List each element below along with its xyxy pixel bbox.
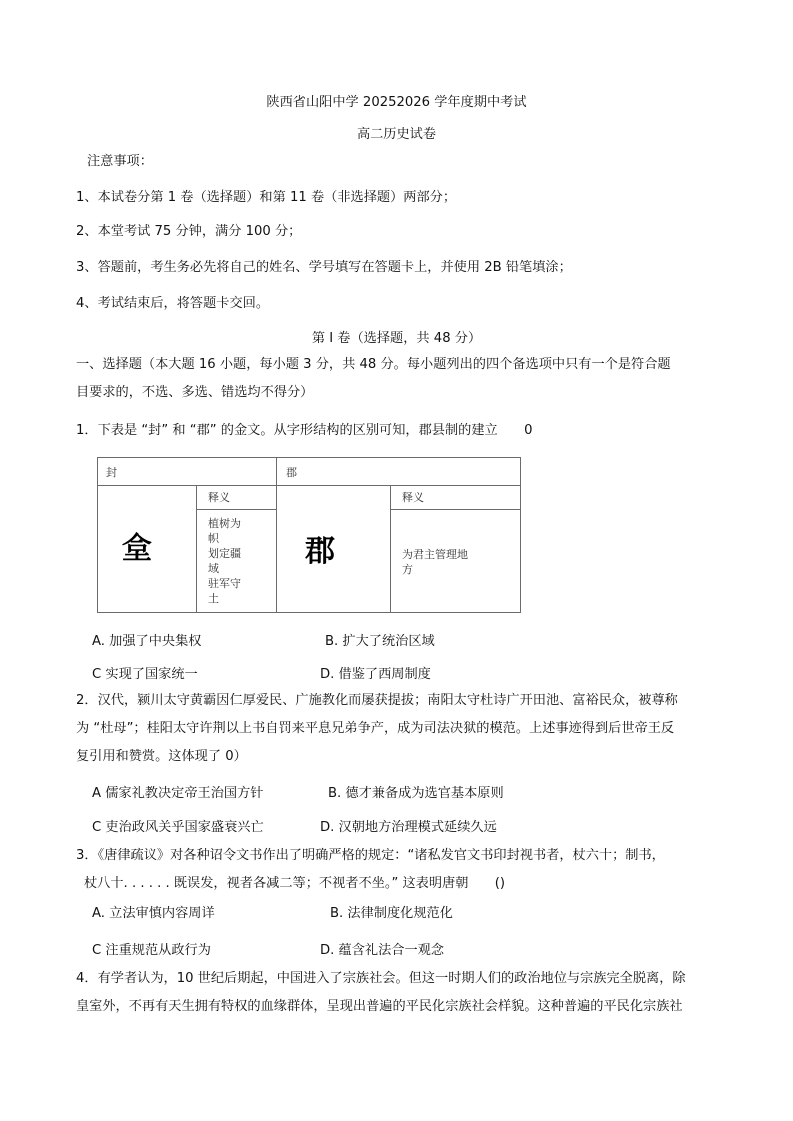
notice-item-1: 1、本试卷分第 1 卷（选择题）和第 11 卷（非选择题）两部分；: [76, 190, 457, 205]
feng-glyph-image: 𡋛: [122, 531, 153, 566]
q1-option-a: A. 加强了中央集权: [92, 634, 202, 649]
jun-glyph-image: 郡: [305, 534, 336, 569]
section-instructions-2: 目要求的，不选、多选、错选均不得分）: [76, 385, 314, 400]
q3-line-2: 杖八十. . . . . . 既误发，视者各减二等；不视者不坐。” 这表明唐朝 (): [84, 876, 506, 891]
q3-option-a: A. 立法审慎内容周详: [92, 906, 215, 921]
q2-option-c: C 吏治政风关乎国家盛衰兴亡: [92, 820, 264, 835]
q1-meaning-2-line-2: 方: [402, 563, 413, 576]
q1-option-c: C 实现了国家统一: [92, 667, 198, 682]
q1-table-meaning-header-1: 释义: [208, 491, 230, 504]
q1-meaning-1-line-6: 土: [208, 592, 219, 605]
q2-line-3: 复引用和赞赏。这体现了 0）: [76, 749, 247, 764]
q1-meaning-1-line-1: 植树为: [208, 517, 241, 530]
q1-table-meaning-header-2: 释义: [402, 491, 424, 504]
q1-table-header-feng: 封: [106, 466, 117, 479]
q4-line-1: 4．有学者认为，10 世纪后期起，中国进入了宗族社会。但这一时期人们的政治地位与宗族完全脱离，除: [76, 971, 686, 986]
q2-line-1: 2．汉代，颍川太守黄霸因仁厚爱民、广施教化而屡获提拔；南阳太守杜诗广开田池、富裕民众，被尊称: [76, 693, 678, 708]
q1-meaning-1-line-4: 域: [208, 562, 219, 575]
q3-option-b: B. 法律制度化规范化: [330, 906, 453, 921]
q1-table: [97, 457, 521, 613]
q2-line-2: 为 “杜母”；桂阳太守许荆以上书自罚来平息兄弟争产，成为司法决狱的模范。上述事迹得到后世帝王反: [76, 721, 675, 736]
notice-heading: 注意事项：: [87, 154, 153, 169]
q1-meaning-1-line-3: 划定疆: [208, 547, 241, 560]
q2-option-b: B. 德才兼备成为选官基本原则: [328, 786, 504, 801]
q3-option-d: D. 蕴含礼法合一观念: [320, 943, 445, 958]
exam-title: 陕西省山阳中学 20252026 学年度期中考试: [266, 95, 527, 110]
q1-stem: 1．下表是 “封” 和 “郡” 的金文。从字形结构的区别可知，郡县制的建立 0: [76, 423, 533, 438]
q1-option-d: D. 借鉴了西周制度: [320, 667, 431, 682]
q3-option-c: C 注重规范从政行为: [92, 943, 211, 958]
notice-item-3: 3、答题前，考生务必先将自己的姓名、学号填写在答题卡上，并使用 2B 铅笔填涂；: [76, 260, 572, 275]
section-title: 第 I 卷（选择题，共 48 分）: [311, 331, 482, 346]
q1-meaning-1-line-5: 驻军守: [208, 577, 241, 590]
q3-line-1: 3．《唐律疏议》对各种诏令文书作出了明确严格的规定：“诸私发官文书印封视书者，杖六十；制书，: [76, 848, 665, 863]
notice-item-4: 4、考试结束后，将答题卡交回。: [76, 296, 270, 311]
q4-line-2: 皇室外，不再有天生拥有特权的血缘群体，呈现出普遍的平民化宗族社会样貌。这种普遍的平民化宗族社: [76, 999, 683, 1014]
q2-option-d: D. 汉朝地方治理模式延续久远: [320, 820, 497, 835]
q2-option-a: A 儒家礼教决定帝王治国方针: [92, 786, 264, 801]
q1-meaning-2-line-1: 为君主管理地: [402, 548, 468, 561]
q1-option-b: B. 扩大了统治区域: [325, 634, 435, 649]
notice-item-2: 2、本堂考试 75 分钟，满分 100 分；: [76, 224, 302, 239]
exam-subtitle: 高二历史试卷: [356, 127, 437, 142]
q1-table-header-jun: 郡: [286, 466, 297, 479]
q1-meaning-1-line-2: 帜: [208, 532, 219, 545]
section-instructions-1: 一、选择题（本大题 16 小题，每小题 3 分，共 48 分。每小题列出的四个备选项中只有一个是符合题: [76, 357, 671, 372]
